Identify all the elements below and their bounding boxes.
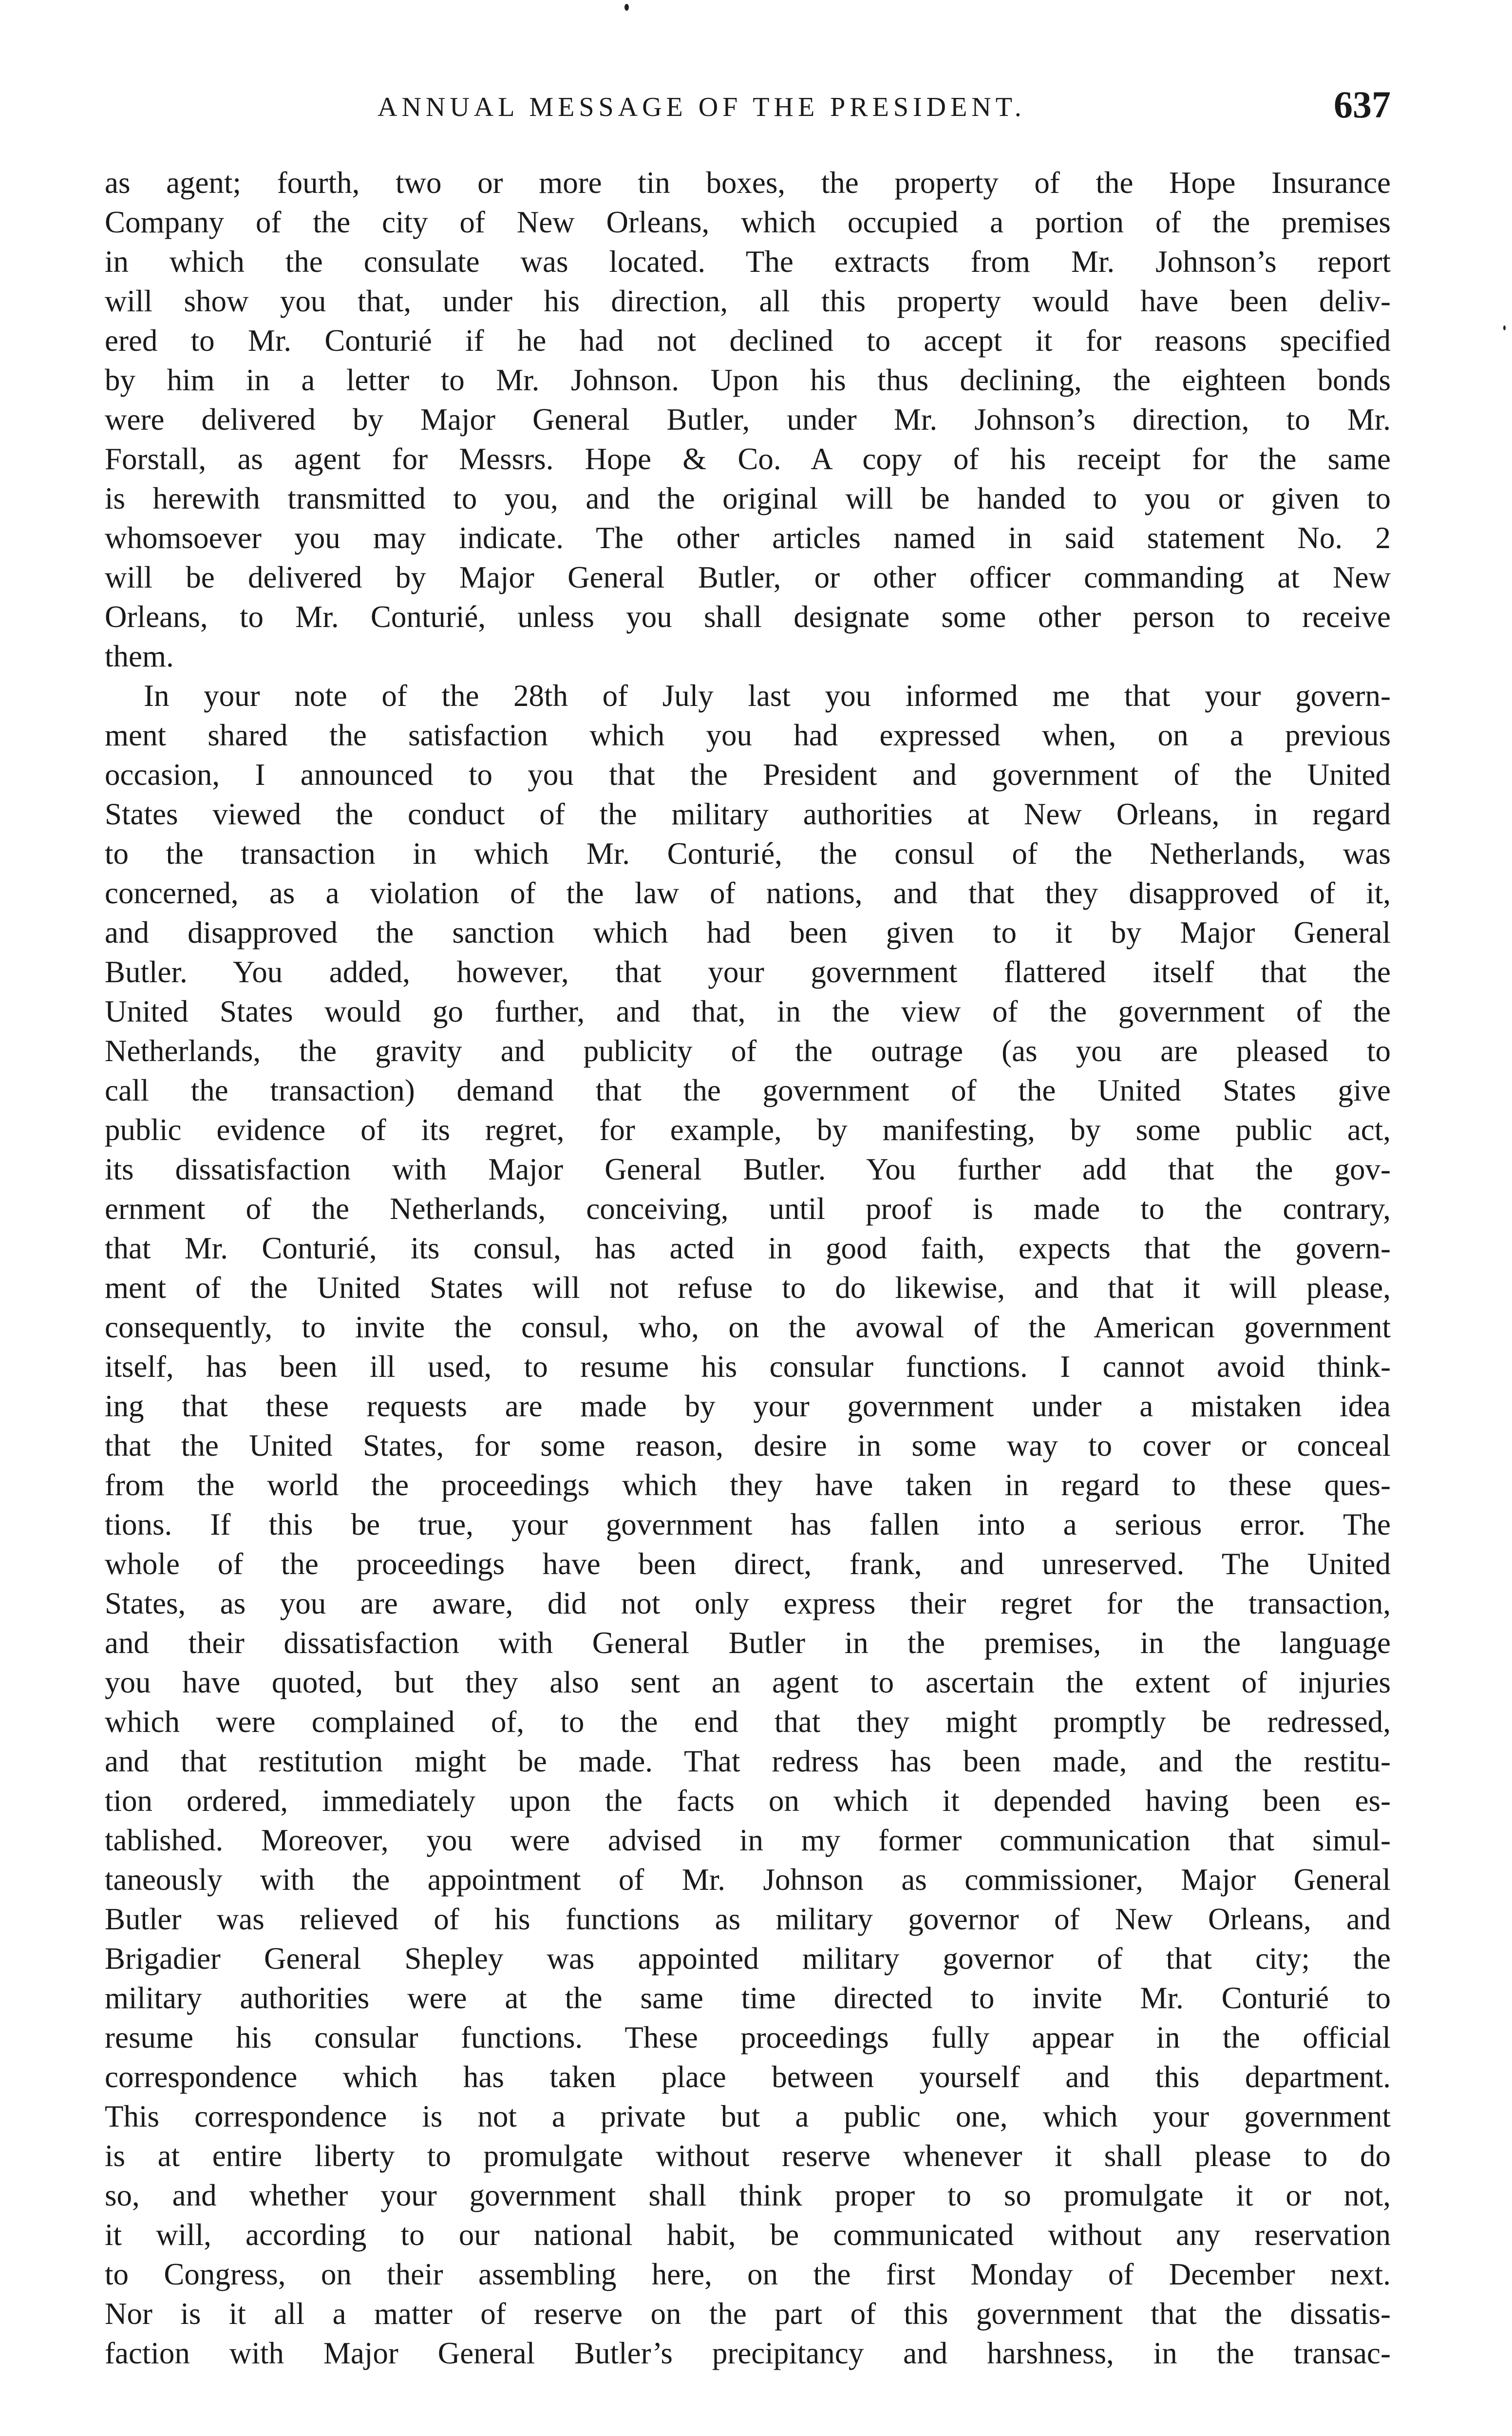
- text-line: occasion, I announced to you that the President and government of the United: [105, 758, 1391, 792]
- text-line: them.: [105, 639, 174, 673]
- text-line: Company of the city of New Orleans, which occupied a portion of the premises: [105, 205, 1391, 239]
- page-number: 637: [1334, 83, 1391, 126]
- text-line: Orleans, to Mr. Conturié, unless you shall designate some other person to receive: [105, 600, 1391, 634]
- text-line: that Mr. Conturié, its consul, has acted in good faith, expects that the govern-: [105, 1231, 1391, 1265]
- text-line: its dissatisfaction with Major General Butler. You further add that the gov-: [105, 1152, 1391, 1186]
- print-speck: [624, 4, 629, 11]
- text-line: Nor is it all a matter of reserve on the part of this government that the dissatis-: [105, 2297, 1391, 2331]
- text-line: faction with Major General Butler’s precipitancy and harshness, in the transac-: [105, 2336, 1391, 2370]
- text-line: is herewith transmitted to you, and the original will be handed to you or given to: [105, 481, 1391, 515]
- text-line: by him in a letter to Mr. Johnson. Upon his thus declining, the eighteen bonds: [105, 363, 1391, 397]
- text-line: tion ordered, immediately upon the facts on which it depended having been es-: [105, 1784, 1391, 1818]
- text-line: you have quoted, but they also sent an agent to ascertain the extent of injuries: [105, 1665, 1391, 1699]
- text-line: ing that these requests are made by your government under a mistaken idea: [105, 1389, 1391, 1423]
- text-line: ered to Mr. Conturié if he had not declined to accept it for reasons specified: [105, 324, 1391, 358]
- text-line: Butler was relieved of his functions as military governor of New Orleans, and: [105, 1902, 1391, 1936]
- text-line: In your note of the 28th of July last you informed me that your govern-: [144, 679, 1391, 713]
- print-speck: [1503, 325, 1506, 330]
- text-line: military authorities were at the same time directed to invite Mr. Conturié to: [105, 1981, 1391, 2015]
- text-line: taneously with the appointment of Mr. Johnson as commissioner, Major General: [105, 1863, 1391, 1897]
- text-line: will be delivered by Major General Butler, or other officer commanding at New: [105, 560, 1391, 594]
- text-line: tablished. Moreover, you were advised in my former communication that simul-: [105, 1823, 1391, 1857]
- text-line: and their dissatisfaction with General Butler in the premises, in the language: [105, 1626, 1391, 1660]
- text-line: whole of the proceedings have been direct, frank, and unreserved. The United: [105, 1547, 1391, 1581]
- text-line: and that restitution might be made. That redress has been made, and the restitu-: [105, 1744, 1391, 1778]
- text-line: ernment of the Netherlands, conceiving, until proof is made to the contrary,: [105, 1192, 1391, 1226]
- text-line: Netherlands, the gravity and publicity of the outrage (as you are pleased to: [105, 1034, 1391, 1068]
- text-line: to the transaction in which Mr. Conturié, the consul of the Netherlands, was: [105, 837, 1391, 871]
- text-line: it will, according to our national habit, be communicated without any reservation: [105, 2218, 1391, 2252]
- text-line: which were complained of, to the end that they might promptly be redressed,: [105, 1705, 1391, 1739]
- text-line: States, as you are aware, did not only express their regret for the transaction,: [105, 1586, 1391, 1620]
- text-line: were delivered by Major General Butler, under Mr. Johnson’s direction, to Mr.: [105, 402, 1391, 437]
- text-line: itself, has been ill used, to resume his consular functions. I cannot avoid think-: [105, 1350, 1391, 1384]
- text-line: ment of the United States will not refuse to do likewise, and that it will please,: [105, 1271, 1391, 1305]
- text-line: is at entire liberty to promulgate without reserve whenever it shall please to do: [105, 2139, 1391, 2173]
- text-line: concerned, as a violation of the law of nations, and that they disapproved of it,: [105, 876, 1391, 910]
- text-line: call the transaction) demand that the government of the United States give: [105, 1073, 1391, 1107]
- text-line: to Congress, on their assembling here, on the first Monday of December next.: [105, 2257, 1391, 2291]
- text-line: in which the consulate was located. The extracts from Mr. Johnson’s report: [105, 245, 1391, 279]
- text-line: will show you that, under his direction, all this property would have been deliv-: [105, 284, 1391, 318]
- text-line: United States would go further, and that, in the view of the government of the: [105, 994, 1391, 1028]
- text-line: consequently, to invite the consul, who, on the avowal of the American government: [105, 1310, 1391, 1344]
- body-text: [105, 163, 1391, 2373]
- text-line: public evidence of its regret, for example, by manifesting, by some public act,: [105, 1113, 1391, 1147]
- text-line: tions. If this be true, your government has fallen into a serious error. The: [105, 1507, 1391, 1542]
- page-header: [105, 83, 1391, 136]
- text-line: so, and whether your government shall think proper to so promulgate it or not,: [105, 2178, 1391, 2212]
- text-line: Forstall, as agent for Messrs. Hope & Co. A copy of his receipt for the same: [105, 442, 1391, 476]
- text-line: resume his consular functions. These proceedings fully appear in the official: [105, 2020, 1391, 2055]
- text-line: This correspondence is not a private but a public one, which your government: [105, 2099, 1391, 2133]
- text-line: as agent; fourth, two or more tin boxes, the property of the Hope Insurance: [105, 166, 1391, 200]
- text-line: ment shared the satisfaction which you had expressed when, on a previous: [105, 718, 1391, 752]
- text-line: States viewed the conduct of the military authorities at New Orleans, in regard: [105, 797, 1391, 831]
- text-line: from the world the proceedings which they have taken in regard to these ques-: [105, 1468, 1391, 1502]
- text-line: that the United States, for some reason, desire in some way to cover or conceal: [105, 1428, 1391, 1463]
- text-line: correspondence which has taken place between yourself and this department.: [105, 2060, 1391, 2094]
- text-line: Brigadier General Shepley was appointed military governor of that city; the: [105, 1941, 1391, 1976]
- running-head: ANNUAL MESSAGE OF THE PRESIDENT.: [378, 92, 1026, 122]
- text-line: Butler. You added, however, that your government flattered itself that the: [105, 955, 1391, 989]
- text-line: whomsoever you may indicate. The other articles named in said statement No. 2: [105, 521, 1391, 555]
- text-line: and disapproved the sanction which had been given to it by Major General: [105, 915, 1391, 950]
